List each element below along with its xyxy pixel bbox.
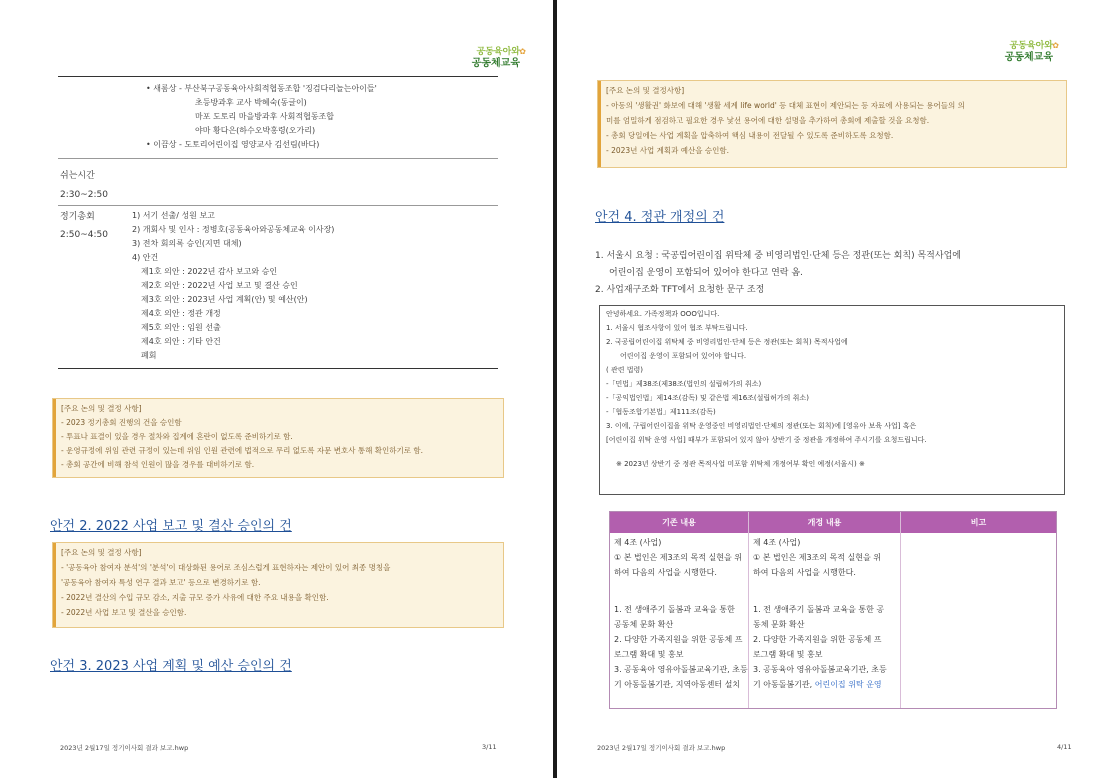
body-line: 1. 서울시 요청 : 국공립어린이집 위탁체 중 비영리법인·단체 등은 정관(또는 회칙) 목적사업에 [595, 251, 961, 261]
award-line: • 새롬상 - 부산북구공동육아사회적협동조합 '징검다리놀는아이들' [146, 84, 377, 93]
top-rule [58, 76, 498, 77]
agenda-item: 2) 개회사 및 인사 : 정병호(공동육아와공동체교육 이사장) [132, 225, 335, 234]
table-bottom-rule [58, 368, 498, 369]
logo-dots-icon: ✿ [1052, 41, 1059, 50]
decision-note-1: [주요 논의 및 결정 사항] - 2023 정기총회 진행의 건을 승인함 - 투표나 표결이 있을 경우 절차와 집계에 혼란이 없도록 준비하기로 함. - 운영규정에 위임 관련 규정이 있는데 위임 인원 관련에 법적으로 무리 없도록 자문 변호사 통해 확인하기로 함. - 총회 공간에 비해 참석 인원이 많을 경우를 대비하기로 함. [52, 398, 504, 478]
agenda-item: 1) 서기 선출/ 성원 보고 [132, 211, 215, 220]
agenda-item: 3) 전차 회의록 승인(지면 대체) [132, 239, 242, 248]
agenda-item: 제4호 의안 : 정관 개정 [141, 309, 221, 318]
body-line: 어린이집 운영이 포함되어 있어야 한다고 연락 옴. [609, 268, 803, 278]
logo: 공동육아와 공동체교육 ✿ [1004, 41, 1059, 63]
decision-note-2: [주요 논의 및 결정 사항] - '공동육아 참여자 분석'의 '분석'이 대상화된 용어로 조심스럽게 표현하자는 제안이 있어 최종 명칭을 '공동육아 참여자 특성 연구 결과 보고' 등으로 변경하기로 함. - 2022년 결산의 수입 규모 감소, 지출 규모 증가 사유에 대한 주요 내용을 확인함. - 2022년 사업 보고 및 결산을 승인함. [52, 542, 504, 628]
section-title-3: 안건 3. 2023 사업 계획 및 예산 승인의 건 [50, 659, 292, 674]
general-label: 정기총회 [60, 212, 95, 222]
body-line: 2. 사업재구조화 TFT에서 요청한 문구 조정 [595, 285, 765, 295]
logo: 공동육아와 공동체교육 ✿ [471, 47, 526, 69]
logo-dots-icon: ✿ [519, 47, 526, 56]
section-title-2: 안건 2. 2022 사업 보고 및 결산 승인의 건 [50, 519, 292, 534]
agenda-item: 4) 안건 [132, 253, 159, 262]
decision-note-3: [주요 논의 및 결정사항] - 아동의 '생활권' 화보에 대해 '생활 세계 life world' 등 대체 표현이 제안되는 등 자료에 사용되는 용어들의 의 미를 엄밀하게 점검하고 필요한 경우 낯선 용어에 대한 설명을 추가하여 총회에 제출할 것을 요청함. - 총회 당일에는 사업 계획을 압축하여 핵심 내용이 전달될 수 있도록 준비하도록 요청함. - 2023년 사업 계획과 예산을 승인함. [597, 80, 1067, 168]
agenda-item: 제5호 의안 : 임원 선출 [141, 323, 221, 332]
agenda-item: 폐회 [141, 351, 157, 360]
table-header: 비고 [901, 512, 1056, 533]
agenda-item: 제1호 의안 : 2022년 감사 보고와 승인 [141, 267, 278, 276]
award-line: 마포 도토리 마을방과후 사회적협동조합 [195, 112, 335, 121]
footer-filename: 2023년 2월17일 정기이사회 결과 보고.hwp [597, 744, 726, 752]
award-line: 초등방과후 교사 박혜숙(동글이) [195, 98, 307, 107]
page-3 [0, 0, 553, 778]
amendment-table: 기존 내용 개정 내용 비고 제 4조 (사업) ① 본 법인은 제3조의 목적 실현을 위 하여 다음의 사업을 시행한다. 1. 전 생애주기 돌봄과 교육을 통한 공동체 문화 확산 2. 다양한 가족지원을 위한 공동체 프 로그램 확대 및 홍보 3. 공동육아 영유아돌봄교육기관, 초등 기 아동돌봄기관, 지역아동센터 설치 제 4조 (사업) ① 본 법인은 제3조의 목적 실현을 위 하여 다음의 사업을 시행한다. 1. 전 생애주기 돌봄과 교육을 통한 공 동체 문화 확산 2. 다양한 가족지원을 위한 공동체 프 로그램 확대 및 홍보 3. 공동육아 영유아돌봄교육기관, 초등 기 아동돌봄기관, 어린이집 위탁 운영 [609, 511, 1057, 709]
footer-page-number: 4/11 [1057, 743, 1072, 751]
break-label: 쉬는시간 [60, 171, 95, 181]
general-time: 2:50~4:50 [60, 230, 108, 240]
footer-filename: 2023년 2월17일 정기이사회 결과 보고.hwp [60, 744, 189, 752]
page-4 [557, 0, 1109, 778]
row-divider [58, 158, 498, 159]
agenda-item: 제4호 의안 : 기타 안건 [141, 337, 221, 346]
award-line: 야마 황다은(하수오박홍령(오가리) [195, 126, 316, 135]
award-line: • 이끔상 - 도토리어린이집 영양교사 김선림(바다) [146, 140, 320, 149]
agenda-item: 제2호 의안 : 2022년 사업 보고 및 결산 승인 [141, 281, 298, 290]
highlighted-text: 어린이집 위탁 운영 [814, 680, 882, 689]
table-header: 개정 내용 [749, 512, 900, 533]
footer-page-number: 3/11 [482, 743, 497, 751]
section-title-4: 안건 4. 정관 개정의 건 [595, 210, 725, 225]
break-time: 2:30~2:50 [60, 190, 108, 200]
table-header: 기존 내용 [610, 512, 748, 533]
agenda-item: 제3호 의안 : 2023년 사업 계획(안) 및 예산(안) [141, 295, 308, 304]
row-divider [58, 205, 498, 206]
seoul-letter-box: 안녕하세요. 가족정책과 OOO입니다. 1. 서울시 협조사항이 있어 협조 부탁드립니다. 2. 국공립어린이집 위탁체 중 비영리법인·단체 등은 정관(또는 회칙) 목적사업에 어린이집 운영이 포함되어 있어야 합니다. ( 관련 법령) -「민법」제38조(제38조(법인의 설립허가의 취소) -「공익법인법」제14조(감독) 및 같은법 제16조(설립허가의 취소) -「협동조합기본법」제111조(감독) 3. 이에, 구립어린이집을 위탁 운영중인 비영리법인·단체의 정관(또는 회칙)에 [영유아 보육 사업] 혹은 [어린이집 위탁 운영 사업] 때부가 포함되어 있지 않아 상반기 중 정관을 개정하여 주시기를 요청드립니다. ※ 2023년 상반기 중 정관 목적사업 미포함 위탁체 개정여부 확인 예정(서울시) ※ [599, 305, 1065, 495]
